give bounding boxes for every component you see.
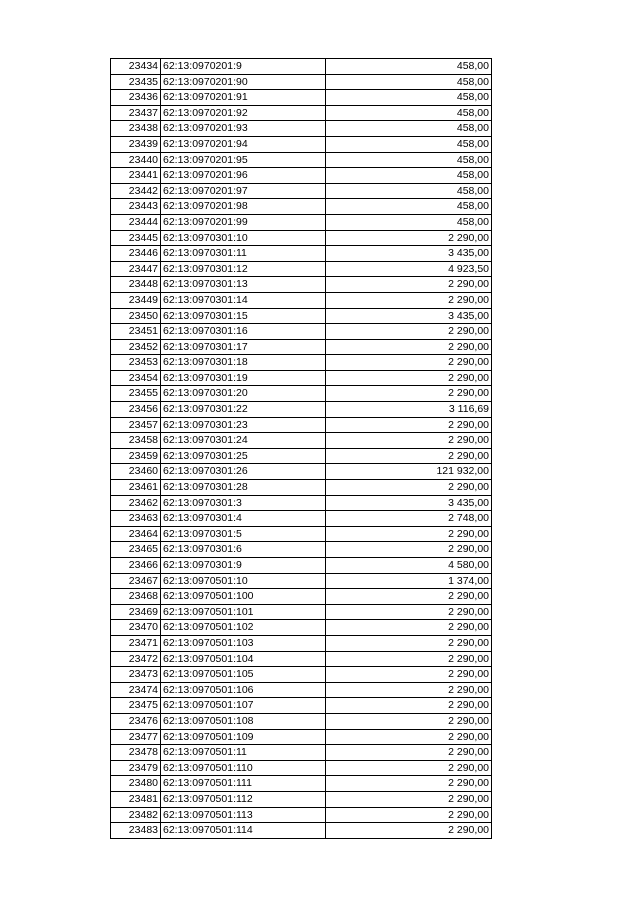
amount-cell: 121 932,00: [326, 464, 492, 480]
amount-cell: 2 290,00: [326, 682, 492, 698]
amount-cell: 2 290,00: [326, 698, 492, 714]
amount-cell: 2 290,00: [326, 776, 492, 792]
table-row: [111, 292, 492, 308]
amount-cell: 458,00: [326, 121, 492, 137]
cadastral-number-cell: 62:13:0970301:18: [161, 355, 326, 371]
amount-cell: 2 290,00: [326, 355, 492, 371]
amount-cell: 4 923,50: [326, 261, 492, 277]
cadastral-number-cell: 62:13:0970501:11: [161, 745, 326, 761]
amount-cell: 2 290,00: [326, 791, 492, 807]
row-number-cell: 23462: [111, 495, 161, 511]
row-number-cell: 23463: [111, 511, 161, 527]
cadastral-amount-table: [110, 58, 492, 839]
amount-cell: 2 290,00: [326, 480, 492, 496]
amount-cell: 2 290,00: [326, 292, 492, 308]
row-number-cell: 23442: [111, 183, 161, 199]
row-number-cell: 23464: [111, 526, 161, 542]
table-row: [111, 682, 492, 698]
row-number-cell: 23436: [111, 90, 161, 106]
cadastral-number-cell: 62:13:0970501:106: [161, 682, 326, 698]
row-number-cell: 23437: [111, 105, 161, 121]
table-row: [111, 246, 492, 262]
row-number-cell: 23456: [111, 402, 161, 418]
amount-cell: 2 290,00: [326, 667, 492, 683]
amount-cell: 2 290,00: [326, 823, 492, 839]
table-row: [111, 74, 492, 90]
row-number-cell: 23445: [111, 230, 161, 246]
amount-cell: 3 435,00: [326, 246, 492, 262]
cadastral-number-cell: 62:13:0970501:102: [161, 620, 326, 636]
table-row: [111, 511, 492, 527]
cadastral-number-cell: 62:13:0970301:20: [161, 386, 326, 402]
cadastral-number-cell: 62:13:0970501:107: [161, 698, 326, 714]
amount-cell: 458,00: [326, 168, 492, 184]
table-row: [111, 199, 492, 215]
amount-cell: 3 435,00: [326, 495, 492, 511]
table-row: [111, 339, 492, 355]
table-row: [111, 807, 492, 823]
amount-cell: 458,00: [326, 90, 492, 106]
cadastral-number-cell: 62:13:0970301:26: [161, 464, 326, 480]
amount-cell: 2 290,00: [326, 651, 492, 667]
amount-cell: 2 290,00: [326, 713, 492, 729]
row-number-cell: 23454: [111, 370, 161, 386]
row-number-cell: 23438: [111, 121, 161, 137]
cadastral-number-cell: 62:13:0970301:22: [161, 402, 326, 418]
table-row: [111, 495, 492, 511]
row-number-cell: 23476: [111, 713, 161, 729]
row-number-cell: 23482: [111, 807, 161, 823]
row-number-cell: 23460: [111, 464, 161, 480]
cadastral-number-cell: 62:13:0970201:94: [161, 136, 326, 152]
row-number-cell: 23449: [111, 292, 161, 308]
cadastral-number-cell: 62:13:0970301:6: [161, 542, 326, 558]
cadastral-number-cell: 62:13:0970201:9: [161, 59, 326, 75]
table-row: [111, 183, 492, 199]
table-row: [111, 433, 492, 449]
amount-cell: 2 290,00: [326, 760, 492, 776]
row-number-cell: 23441: [111, 168, 161, 184]
cadastral-number-cell: 62:13:0970201:99: [161, 214, 326, 230]
amount-cell: 2 290,00: [326, 230, 492, 246]
amount-cell: 2 290,00: [326, 370, 492, 386]
cadastral-number-cell: 62:13:0970501:114: [161, 823, 326, 839]
amount-cell: 2 290,00: [326, 635, 492, 651]
row-number-cell: 23470: [111, 620, 161, 636]
row-number-cell: 23444: [111, 214, 161, 230]
row-number-cell: 23457: [111, 417, 161, 433]
row-number-cell: 23439: [111, 136, 161, 152]
table-row: [111, 152, 492, 168]
amount-cell: 2 290,00: [326, 324, 492, 340]
amount-cell: 458,00: [326, 59, 492, 75]
table-row: [111, 667, 492, 683]
table-row: [111, 480, 492, 496]
table-row: [111, 760, 492, 776]
cadastral-number-cell: 62:13:0970501:112: [161, 791, 326, 807]
row-number-cell: 23455: [111, 386, 161, 402]
row-number-cell: 23478: [111, 745, 161, 761]
row-number-cell: 23465: [111, 542, 161, 558]
table-row: [111, 90, 492, 106]
amount-cell: 4 580,00: [326, 558, 492, 574]
table-row: [111, 635, 492, 651]
cadastral-number-cell: 62:13:0970501:100: [161, 589, 326, 605]
row-number-cell: 23468: [111, 589, 161, 605]
row-number-cell: 23440: [111, 152, 161, 168]
row-number-cell: 23450: [111, 308, 161, 324]
table-row: [111, 308, 492, 324]
cadastral-number-cell: 62:13:0970301:3: [161, 495, 326, 511]
table-row: [111, 713, 492, 729]
amount-cell: 3 435,00: [326, 308, 492, 324]
cadastral-number-cell: 62:13:0970201:96: [161, 168, 326, 184]
row-number-cell: 23480: [111, 776, 161, 792]
amount-cell: 2 290,00: [326, 589, 492, 605]
table-row: [111, 573, 492, 589]
amount-cell: 2 290,00: [326, 433, 492, 449]
amount-cell: 2 290,00: [326, 448, 492, 464]
cadastral-number-cell: 62:13:0970501:10: [161, 573, 326, 589]
row-number-cell: 23475: [111, 698, 161, 714]
table-row: [111, 542, 492, 558]
amount-cell: 458,00: [326, 214, 492, 230]
amount-cell: 458,00: [326, 74, 492, 90]
cadastral-number-cell: 62:13:0970301:25: [161, 448, 326, 464]
cadastral-number-cell: 62:13:0970301:10: [161, 230, 326, 246]
table-row: [111, 698, 492, 714]
row-number-cell: 23467: [111, 573, 161, 589]
table-row: [111, 261, 492, 277]
cadastral-number-cell: 62:13:0970201:95: [161, 152, 326, 168]
cadastral-number-cell: 62:13:0970301:17: [161, 339, 326, 355]
table-row: [111, 417, 492, 433]
table-row: [111, 168, 492, 184]
row-number-cell: 23446: [111, 246, 161, 262]
cadastral-number-cell: 62:13:0970301:11: [161, 246, 326, 262]
table-row: [111, 324, 492, 340]
table-row: [111, 136, 492, 152]
table-row: [111, 823, 492, 839]
amount-cell: 458,00: [326, 152, 492, 168]
cadastral-number-cell: 62:13:0970501:103: [161, 635, 326, 651]
table-row: [111, 59, 492, 75]
table-row: [111, 791, 492, 807]
table-row: [111, 729, 492, 745]
table-row: [111, 121, 492, 137]
amount-cell: 458,00: [326, 183, 492, 199]
table-row: [111, 526, 492, 542]
cadastral-number-cell: 62:13:0970201:91: [161, 90, 326, 106]
cadastral-number-cell: 62:13:0970201:92: [161, 105, 326, 121]
cadastral-number-cell: 62:13:0970301:14: [161, 292, 326, 308]
table-row: [111, 776, 492, 792]
table-row: [111, 558, 492, 574]
row-number-cell: 23453: [111, 355, 161, 371]
row-number-cell: 23477: [111, 729, 161, 745]
amount-cell: 2 290,00: [326, 620, 492, 636]
amount-cell: 458,00: [326, 199, 492, 215]
row-number-cell: 23473: [111, 667, 161, 683]
cadastral-number-cell: 62:13:0970501:105: [161, 667, 326, 683]
cadastral-number-cell: 62:13:0970301:24: [161, 433, 326, 449]
row-number-cell: 23481: [111, 791, 161, 807]
amount-cell: 2 748,00: [326, 511, 492, 527]
amount-cell: 2 290,00: [326, 745, 492, 761]
table-row: [111, 277, 492, 293]
row-number-cell: 23458: [111, 433, 161, 449]
cadastral-number-cell: 62:13:0970501:111: [161, 776, 326, 792]
cadastral-number-cell: 62:13:0970301:23: [161, 417, 326, 433]
amount-cell: 2 290,00: [326, 339, 492, 355]
cadastral-number-cell: 62:13:0970301:19: [161, 370, 326, 386]
table-row: [111, 604, 492, 620]
table-row: [111, 589, 492, 605]
row-number-cell: 23447: [111, 261, 161, 277]
table-row: [111, 386, 492, 402]
cadastral-number-cell: 62:13:0970501:110: [161, 760, 326, 776]
row-number-cell: 23435: [111, 74, 161, 90]
row-number-cell: 23452: [111, 339, 161, 355]
table-row: [111, 402, 492, 418]
row-number-cell: 23474: [111, 682, 161, 698]
cadastral-number-cell: 62:13:0970501:113: [161, 807, 326, 823]
amount-cell: 2 290,00: [326, 277, 492, 293]
row-number-cell: 23483: [111, 823, 161, 839]
cadastral-number-cell: 62:13:0970301:15: [161, 308, 326, 324]
amount-cell: 2 290,00: [326, 526, 492, 542]
amount-cell: 2 290,00: [326, 729, 492, 745]
amount-cell: 3 116,69: [326, 402, 492, 418]
row-number-cell: 23469: [111, 604, 161, 620]
row-number-cell: 23471: [111, 635, 161, 651]
cadastral-number-cell: 62:13:0970301:16: [161, 324, 326, 340]
row-number-cell: 23479: [111, 760, 161, 776]
cadastral-number-cell: 62:13:0970301:13: [161, 277, 326, 293]
table-row: [111, 370, 492, 386]
cadastral-number-cell: 62:13:0970501:109: [161, 729, 326, 745]
table-row: [111, 651, 492, 667]
cadastral-number-cell: 62:13:0970301:5: [161, 526, 326, 542]
row-number-cell: 23443: [111, 199, 161, 215]
table-body: [111, 59, 492, 839]
table-row: [111, 464, 492, 480]
cadastral-number-cell: 62:13:0970501:108: [161, 713, 326, 729]
row-number-cell: 23434: [111, 59, 161, 75]
amount-cell: 2 290,00: [326, 386, 492, 402]
cadastral-number-cell: 62:13:0970201:93: [161, 121, 326, 137]
table-row: [111, 355, 492, 371]
amount-cell: 458,00: [326, 105, 492, 121]
row-number-cell: 23451: [111, 324, 161, 340]
amount-cell: 458,00: [326, 136, 492, 152]
cadastral-number-cell: 62:13:0970301:28: [161, 480, 326, 496]
table-row: [111, 214, 492, 230]
table-row: [111, 620, 492, 636]
cadastral-number-cell: 62:13:0970301:9: [161, 558, 326, 574]
cadastral-number-cell: 62:13:0970301:4: [161, 511, 326, 527]
row-number-cell: 23466: [111, 558, 161, 574]
row-number-cell: 23459: [111, 448, 161, 464]
amount-cell: 2 290,00: [326, 807, 492, 823]
row-number-cell: 23472: [111, 651, 161, 667]
cadastral-number-cell: 62:13:0970201:90: [161, 74, 326, 90]
cadastral-number-cell: 62:13:0970301:12: [161, 261, 326, 277]
row-number-cell: 23461: [111, 480, 161, 496]
cadastral-number-cell: 62:13:0970201:98: [161, 199, 326, 215]
table-row: [111, 105, 492, 121]
cadastral-number-cell: 62:13:0970201:97: [161, 183, 326, 199]
amount-cell: 1 374,00: [326, 573, 492, 589]
amount-cell: 2 290,00: [326, 604, 492, 620]
cadastral-number-cell: 62:13:0970501:104: [161, 651, 326, 667]
table-row: [111, 230, 492, 246]
amount-cell: 2 290,00: [326, 542, 492, 558]
table-row: [111, 448, 492, 464]
amount-cell: 2 290,00: [326, 417, 492, 433]
row-number-cell: 23448: [111, 277, 161, 293]
cadastral-number-cell: 62:13:0970501:101: [161, 604, 326, 620]
table-row: [111, 745, 492, 761]
